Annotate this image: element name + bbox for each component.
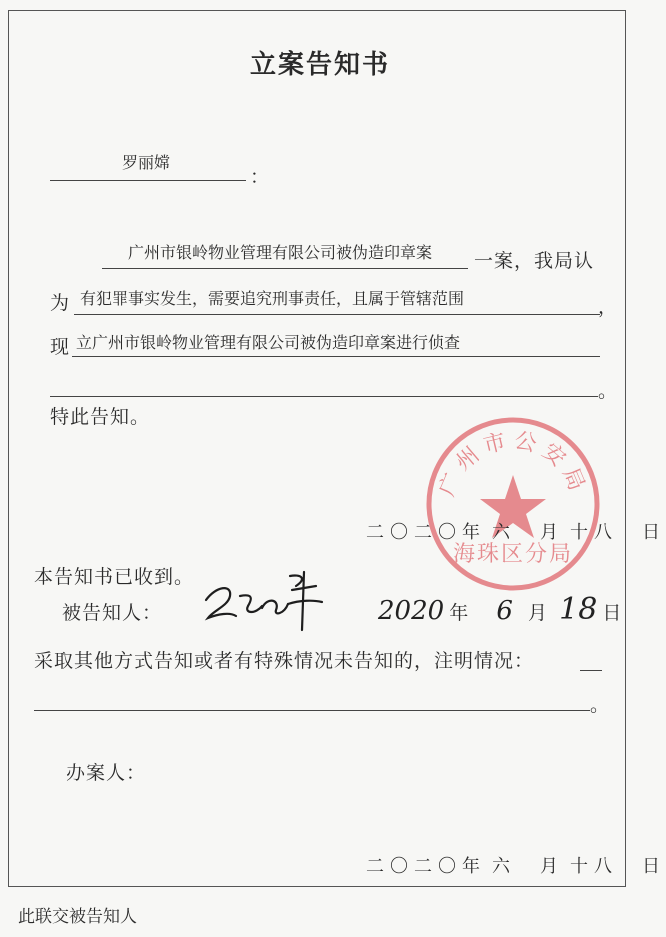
recipient-underline [50, 180, 246, 181]
receipt-month-hand: 6 [496, 596, 513, 626]
issue-date-month: 六 月 [492, 522, 564, 543]
handwritten-signature [196, 566, 332, 636]
receipt-year-hand: 2020 [378, 596, 445, 626]
document-title: 立案告知书 [249, 50, 390, 80]
receipt-text: 本告知书已收到。 [34, 566, 195, 588]
other-method-underline [34, 710, 590, 711]
handler-label: 办案人： [66, 762, 147, 784]
decision-underline [72, 356, 600, 357]
notice-text: 特此告知。 [50, 406, 151, 428]
other-method-text: 采取其他方式告知或者有特殊情况未告知的，注明情况： [34, 650, 535, 672]
case-reason: 有犯罪事实发生，需要追究刑事责任，且属于管辖范围 [80, 289, 465, 308]
case-decision: 立广州市银岭物业管理有限公司被伪造印章案进行侦查 [76, 333, 461, 352]
notified-label: 被告知人： [62, 602, 163, 624]
receipt-year-char: 年 [449, 602, 470, 624]
issue-date [366, 518, 666, 544]
reason-underline [74, 314, 600, 315]
receipt-date [378, 592, 622, 627]
issue-date-year: 二〇二〇年 [366, 522, 486, 543]
decision-period: 。 [598, 380, 619, 402]
decision-prefix: 现 [50, 336, 71, 358]
case-suffix: 一案，我局认 [474, 250, 595, 272]
seal-top-text: 广州市公安局 [434, 427, 592, 500]
reason-prefix: 为 [50, 292, 71, 314]
other-method-period: 。 [590, 694, 611, 716]
recipient-colon: ： [250, 166, 271, 188]
case-name-underline [102, 268, 468, 269]
other-method-inline-underline [580, 670, 602, 671]
final-date-day: 十八 日 [570, 856, 666, 877]
final-date [366, 852, 666, 878]
receipt-month-char: 月 [528, 602, 549, 624]
recipient-name: 罗丽嫦 [122, 153, 171, 172]
footer-note: 此联交被告知人 [18, 907, 137, 927]
case-name: 广州市银岭物业管理有限公司被伪造印章案 [128, 243, 433, 262]
issue-date-day: 十八 日 [570, 522, 666, 543]
receipt-day-hand: 18 [559, 592, 598, 627]
blank-underline [50, 396, 598, 397]
seal-bottom-text: 海珠区分局 [452, 542, 574, 567]
reason-comma: ， [598, 296, 619, 318]
official-seal [424, 415, 602, 593]
receipt-day-char: 日 [602, 602, 623, 624]
final-date-month: 六 月 [492, 856, 564, 877]
final-date-year: 二〇二〇年 [366, 856, 486, 877]
